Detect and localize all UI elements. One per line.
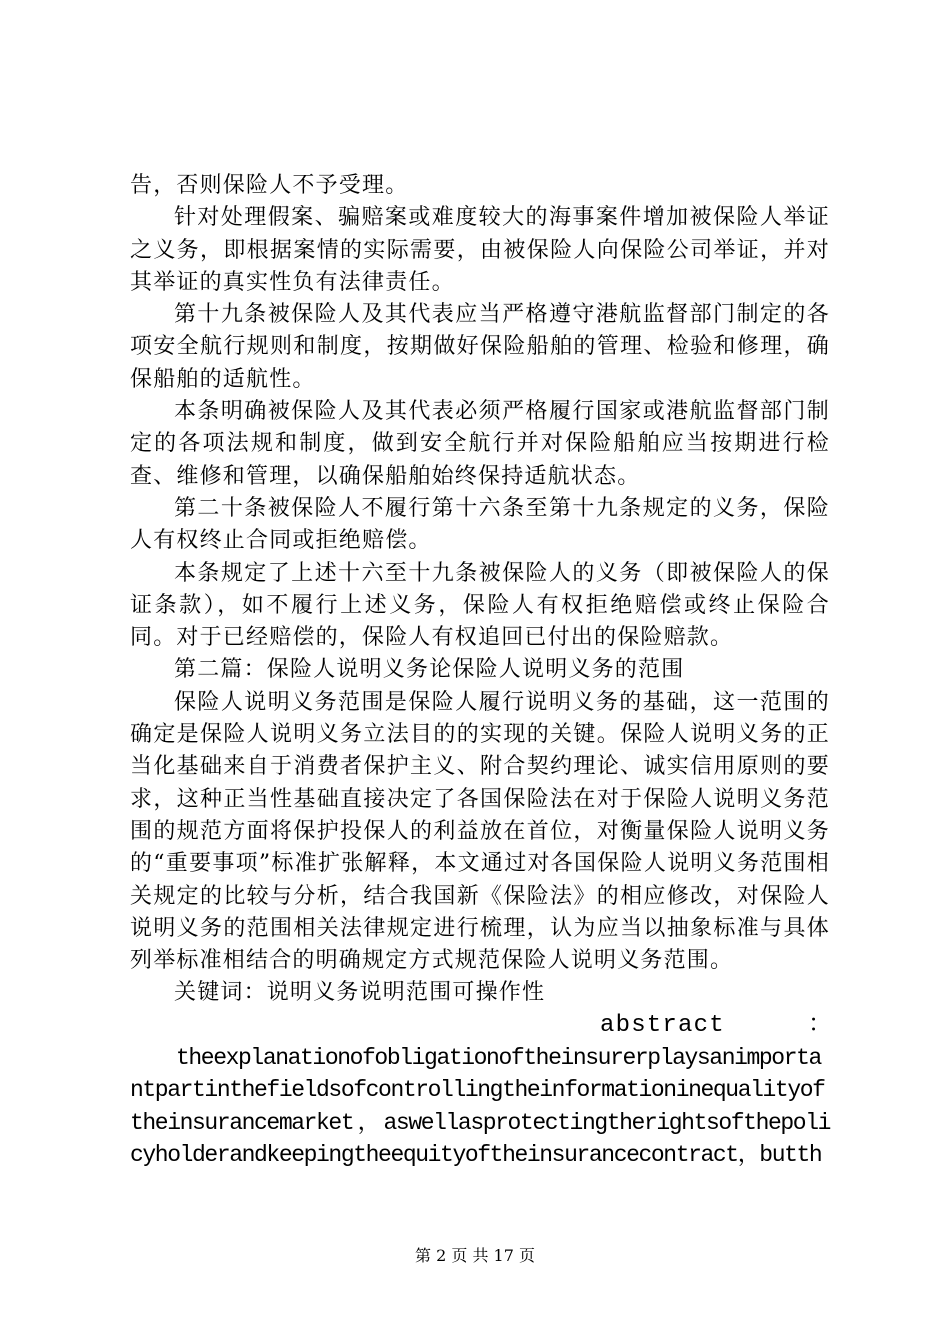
paragraph-1: 告，否则保险人不予受理。	[130, 173, 409, 198]
abstract-heading	[130, 1010, 834, 1042]
abstract-colon: ：	[808, 1011, 834, 1039]
abstract-body: theexplanationofobligationoftheinsurerplaysanimportantpartinthefieldsofcontrollingtheinformationinequalityoftheinsurancemarket，aswellasprotectingtherightsofthepolicyholderandkeepingtheequityoftheinsurancecontract，butth	[130, 1045, 830, 1168]
document-body	[130, 170, 834, 1171]
paragraph-summary: 保险人说明义务范围是保险人履行说明义务的基础，这一范围的确定是保险人说明义务立法目的的实现的关键。保险人说明义务的正当化基础来自于消费者保护主义、附合契约理论、诚实信用原则的要求，这种正当性基础直接决定了各国保险法在对于保险人说明义务范围的规范方面将保护投保人的利益放在首位，对衡量保险人说明义务的“重要事项”标准扩张解释，本文通过对各国保险人说明义务范围相关规定的比较与分析，结合我国新《保险法》的相应修改，对保险人说明义务的范围相关法律规定进行梳理，认为应当以抽象标准与具体列举标准相结合的明确规定方式规范保险人说明义务范围。	[130, 689, 830, 974]
abstract-label: abstract	[600, 1011, 725, 1039]
paragraph-4: 本条明确被保险人及其代表必须严格履行国家或港航监督部门制定的各项法规和制度，做到安全航行并对保险船舶应当按期进行检查、维修和管理，以确保船舶始终保持适航状态。	[130, 399, 830, 489]
paragraph-2: 针对处理假案、骗赔案或难度较大的海事案件增加被保险人举证之义务，即根据案情的实际需要，由被保险人向保险公司举证，并对其举证的真实性负有法律责任。	[130, 205, 830, 295]
paragraph-5: 第二十条被保险人不履行第十六条至第十九条规定的义务，保险人有权终止合同或拒绝赔偿。	[130, 495, 830, 554]
section-heading: 第二篇：保险人说明义务论保险人说明义务的范围	[174, 657, 685, 683]
paragraph-3: 第十九条被保险人及其代表应当严格遵守港航监督部门制定的各项安全航行规则和制度，按期做好保险船舶的管理、检验和修理，确保船舶的适航性。	[130, 302, 830, 392]
page-footer: 第 2 页 共 17 页	[415, 1246, 535, 1265]
paragraph-6: 本条规定了上述十六至十九条被保险人的义务（即被保险人的保证条款），如不履行上述义务，保险人有权拒绝赔偿或终止保险合同。对于已经赔偿的，保险人有权追回已付出的保险赔款。	[130, 560, 830, 651]
keywords-line: 关键词：说明义务说明范围可操作性	[174, 980, 546, 1006]
